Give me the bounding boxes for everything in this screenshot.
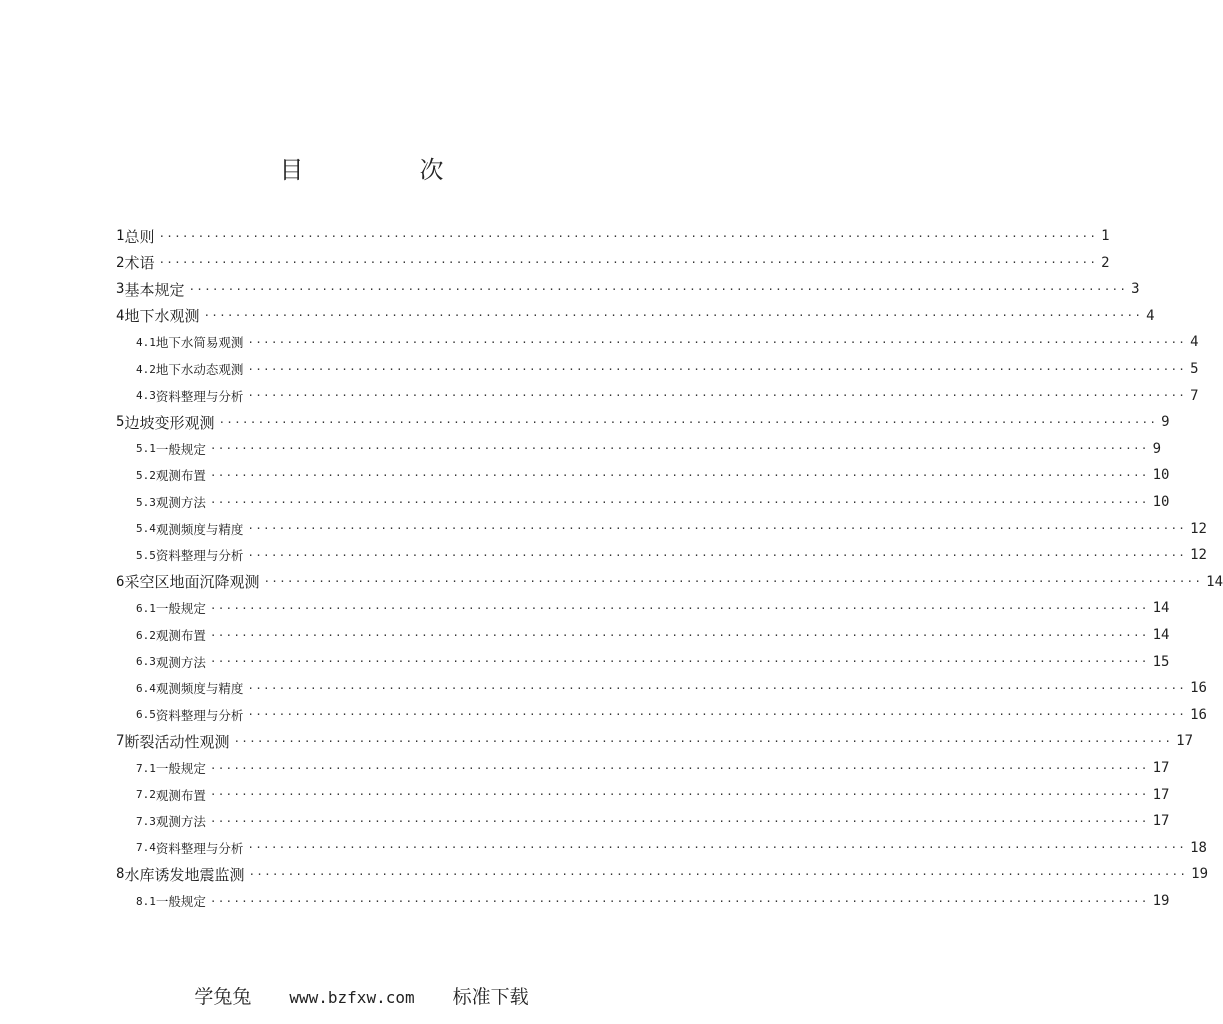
toc-dot-leader: ························································································································	[247, 548, 1187, 562]
toc-entry-number: 4.3	[136, 389, 156, 403]
toc-entry-page: 16	[1190, 680, 1207, 697]
toc-entry[interactable]	[136, 543, 1207, 567]
toc-dot-leader: ························································································································	[158, 256, 1098, 270]
toc-entry-number: 2	[116, 254, 125, 271]
toc-entry-page: 1	[1101, 228, 1110, 244]
toc-dot-leader: ························································································································	[247, 708, 1187, 722]
toc-entry[interactable]	[116, 251, 1110, 275]
toc-entry-page: 9	[1152, 440, 1162, 457]
toc-entry-title: 总则	[124, 227, 155, 246]
toc-entry-number: 7.4	[136, 841, 156, 855]
toc-entry-title: 地下水观测	[124, 307, 200, 326]
toc-dot-leader: ························································································································	[209, 601, 1149, 615]
toc-entry-title: 观测方法	[155, 495, 206, 510]
toc-entry-title: 观测布置	[155, 787, 206, 803]
footer-url[interactable]: www.bzfxw.com	[289, 988, 415, 1007]
toc-dot-leader: ························································································································	[247, 389, 1187, 403]
toc-entry[interactable]	[136, 623, 1170, 647]
toc-entry-number: 7	[116, 733, 125, 750]
toc-entry-number: 5.4	[136, 522, 156, 536]
toc-dot-leader: ························································································································	[247, 841, 1187, 855]
toc-entry-number: 8.1	[136, 894, 156, 908]
footer-site-name: 学兔兔	[194, 986, 252, 1008]
toc-dot-leader: ························································································································	[209, 655, 1149, 669]
toc-entry-number: 6	[116, 573, 125, 590]
toc-entry[interactable]	[136, 596, 1170, 620]
toc-entry-title: 资料整理与分析	[155, 388, 244, 404]
toc-entry-page: 10	[1152, 467, 1170, 484]
toc-entry-title: 边坡变形观测	[124, 413, 215, 432]
toc-entry-title: 观测频度与精度	[155, 521, 244, 537]
toc-dot-leader: ························································································································	[209, 894, 1149, 908]
toc-entry[interactable]	[116, 570, 1223, 594]
toc-entry-page: 16	[1190, 706, 1207, 723]
toc-entry[interactable]	[116, 304, 1155, 328]
toc-dot-leader: ························································································································	[248, 867, 1188, 881]
toc-entry-number: 5.5	[136, 548, 156, 562]
toc-entry-number: 6.5	[136, 708, 156, 722]
toc-entry-title: 观测布置	[155, 468, 206, 484]
toc-entry-title: 观测方法	[155, 654, 206, 670]
toc-entry-page: 17	[1152, 813, 1170, 830]
toc-dot-leader: ························································································································	[209, 628, 1149, 642]
toc-entry[interactable]	[136, 357, 1199, 381]
toc-entry-number: 1	[116, 228, 125, 244]
toc-entry-number: 5.3	[136, 495, 156, 509]
toc-entry-page: 10	[1152, 494, 1170, 510]
toc-dot-leader: ························································································································	[247, 522, 1187, 536]
toc-dot-leader: ························································································································	[209, 788, 1149, 802]
toc-entry[interactable]	[116, 729, 1194, 753]
toc-entry-page: 17	[1176, 733, 1194, 750]
toc-entry-title: 资料整理与分析	[155, 840, 244, 856]
toc-entry-number: 7.3	[136, 814, 156, 828]
toc-entry-number: 4.1	[136, 335, 156, 349]
toc-entry-number: 5.1	[136, 442, 156, 456]
footer-slogan: 标准下载	[452, 986, 529, 1008]
toc-entry-page: 4	[1190, 334, 1199, 351]
toc-dot-leader: ························································································································	[209, 761, 1149, 775]
toc-entry-page: 14	[1206, 573, 1223, 590]
toc-entry-page: 12	[1190, 520, 1207, 537]
toc-entry-title: 水库诱发地震监测	[124, 865, 245, 884]
toc-entry-page: 14	[1152, 627, 1170, 643]
toc-entry[interactable]	[116, 410, 1170, 434]
toc-dot-leader: ························································································································	[209, 495, 1149, 509]
toc-entry-title: 一般规定	[155, 441, 206, 457]
toc-entry-title: 资料整理与分析	[155, 707, 244, 723]
toc-entry-number: 8	[116, 866, 125, 883]
toc-entry-page: 17	[1152, 760, 1170, 776]
toc-entry[interactable]	[136, 330, 1199, 354]
toc-entry[interactable]	[136, 650, 1170, 674]
toc-entry-title: 地下水简易观测	[155, 335, 244, 351]
toc-entry[interactable]	[136, 676, 1207, 700]
toc-entry-page: 3	[1131, 281, 1140, 298]
toc-entry-page: 12	[1190, 547, 1207, 564]
toc-entry-title: 术语	[124, 254, 155, 273]
toc-entry[interactable]	[136, 517, 1207, 541]
toc-entry-page: 17	[1152, 786, 1170, 803]
toc-entry-page: 9	[1161, 414, 1170, 431]
toc-entry-number: 5.2	[136, 468, 156, 482]
toc-dot-leader: ························································································································	[188, 282, 1128, 296]
toc-dot-leader: ························································································································	[209, 442, 1149, 456]
toc-entry[interactable]	[116, 224, 1110, 248]
toc-entry-page: 15	[1152, 653, 1170, 670]
toc-entry[interactable]	[136, 756, 1170, 780]
toc-entry-number: 6.1	[136, 601, 156, 615]
toc-entry-number: 4	[116, 307, 125, 324]
toc-dot-leader: ························································································································	[158, 229, 1098, 243]
toc-dot-leader: ························································································································	[218, 415, 1158, 429]
toc-entry[interactable]	[116, 862, 1209, 886]
toc-dot-leader: ························································································································	[247, 681, 1187, 695]
toc-dot-leader: ························································································································	[263, 575, 1203, 589]
toc-entry-page: 7	[1190, 387, 1199, 404]
toc-entry-title: 一般规定	[155, 761, 206, 776]
page-title: 目 次	[279, 156, 490, 184]
toc-entry-number: 6.4	[136, 681, 156, 695]
toc-entry-title: 观测布置	[155, 628, 206, 643]
toc-entry-number: 4.2	[136, 362, 156, 376]
toc-entry[interactable]	[136, 809, 1170, 833]
toc-entry-title: 观测方法	[155, 814, 206, 830]
toc-entry-title: 一般规定	[155, 894, 206, 909]
toc-dot-leader: ························································································································	[209, 468, 1149, 482]
toc-dot-leader: ························································································································	[247, 335, 1187, 349]
toc-entry-page: 2	[1101, 254, 1110, 271]
toc-entry[interactable]	[136, 463, 1170, 487]
toc-entry-page: 19	[1152, 893, 1170, 909]
toc-entry[interactable]	[136, 437, 1162, 461]
toc-entry[interactable]	[116, 277, 1140, 301]
toc-entry-title: 采空区地面沉降观测	[124, 573, 260, 592]
toc-entry[interactable]	[136, 889, 1170, 913]
toc-entry-number: 7.1	[136, 761, 156, 775]
toc-dot-leader: ························································································································	[209, 814, 1149, 828]
toc-entry-number: 5	[116, 414, 125, 431]
toc-entry[interactable]	[136, 384, 1199, 408]
toc-entry-page: 4	[1146, 307, 1155, 324]
toc-entry-number: 3	[116, 281, 125, 298]
toc-dot-leader: ························································································································	[247, 362, 1187, 376]
toc-entry-page: 5	[1190, 361, 1199, 377]
toc-entry[interactable]	[136, 703, 1207, 727]
toc-entry[interactable]	[136, 490, 1170, 514]
toc-entry-title: 断裂活动性观测	[124, 732, 230, 751]
toc-entry-page: 19	[1191, 866, 1209, 883]
toc-dot-leader: ························································································································	[203, 309, 1143, 323]
toc-entry-title: 地下水动态观测	[155, 362, 244, 377]
toc-entry-number: 6.2	[136, 628, 156, 642]
toc-entry-title: 一般规定	[155, 601, 206, 617]
toc-entry-page: 18	[1190, 839, 1207, 856]
toc-entry-page: 14	[1152, 600, 1170, 617]
footer-watermark	[0, 982, 723, 1009]
toc-dot-leader: ························································································································	[233, 734, 1173, 748]
toc-entry-title: 观测频度与精度	[155, 681, 244, 697]
toc-entry[interactable]	[136, 783, 1170, 807]
toc-entry-number: 7.2	[136, 788, 156, 802]
toc-entry[interactable]	[136, 836, 1207, 860]
toc-entry-number: 6.3	[136, 655, 156, 669]
toc-entry-title: 资料整理与分析	[155, 548, 244, 564]
toc-entry-title: 基本规定	[124, 280, 185, 299]
